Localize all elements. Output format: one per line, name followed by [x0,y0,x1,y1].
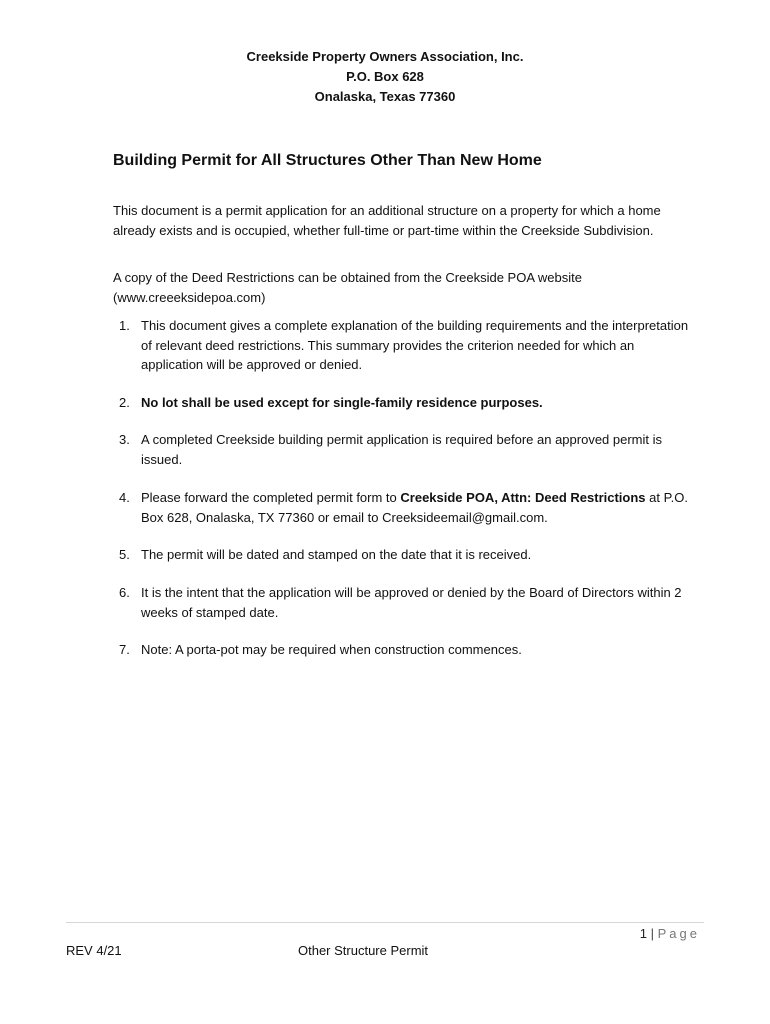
page-number-value: 1 [639,926,647,941]
page-number [640,926,700,941]
list-item-text-pre: Please forward the completed permit form to [141,490,401,505]
org-po-box: P.O. Box 628 [346,69,424,84]
list-item-text: The permit will be dated and stamped on the date that it is received. [141,547,532,562]
revision-label: REV 4/21 [66,943,122,958]
list-item-text: Note: A porta-pot may be required when construction commences. [141,642,522,657]
list-item [113,393,693,413]
list-item-text: It is the intent that the application will be approved or denied by the Board of Directors within 2 weeks of stamped date. [141,585,682,620]
org-city: Onalaska, Texas 77360 [314,89,456,104]
org-name: Creekside Property Owners Association, Inc. [246,49,524,64]
footer-document-name: Other Structure Permit [298,943,429,958]
list-item [113,430,693,469]
recipient-name: Creekside POA, Attn: Deed Restrictions [400,490,646,505]
letterhead [0,47,770,107]
list-item-text: A completed Creekside building permit application is required before an approved permit is issued. [141,432,663,467]
list-item [113,583,693,622]
footer-divider [66,922,704,923]
list-item [113,640,693,660]
list-item-number: 2. [119,395,130,410]
list-item [113,545,693,565]
page-number-separator: | [650,926,654,941]
page-word: Page [657,926,700,941]
list-item-number: 1. [119,318,130,333]
list-item-text: No lot shall be used except for single-family residence purposes. [141,395,543,410]
list-item-text-post: at P.O. Box 628, Onalaska, TX 77360 or email to Creeksideemail@gmail.com. [141,490,688,525]
intro-paragraph: This document is a permit application for an additional structure on a property for which a home already exists and is occupied, whether full-time or part-time within the Creekside Subdivision. [113,203,661,238]
list-item-text: This document gives a complete explanation of the building requirements and the interpretation of relevant deed restrictions. This summary provides the criterion needed for which an application will be approved or denied. [141,318,689,372]
list-item-text [141,488,693,527]
list-item-number: 5. [119,547,130,562]
list-item-number: 7. [119,642,130,657]
list-item-number: 4. [119,490,130,505]
deed-restrictions-paragraph: A copy of the Deed Restrictions can be obtained from the Creekside POA website (www.creeeksidepoa.com) [113,270,582,305]
document-title: Building Permit for All Structures Other Than New Home [113,152,542,169]
list-item-number: 6. [119,585,130,600]
list-item [113,316,693,375]
list-item-number: 3. [119,432,130,447]
list-item [113,488,693,527]
